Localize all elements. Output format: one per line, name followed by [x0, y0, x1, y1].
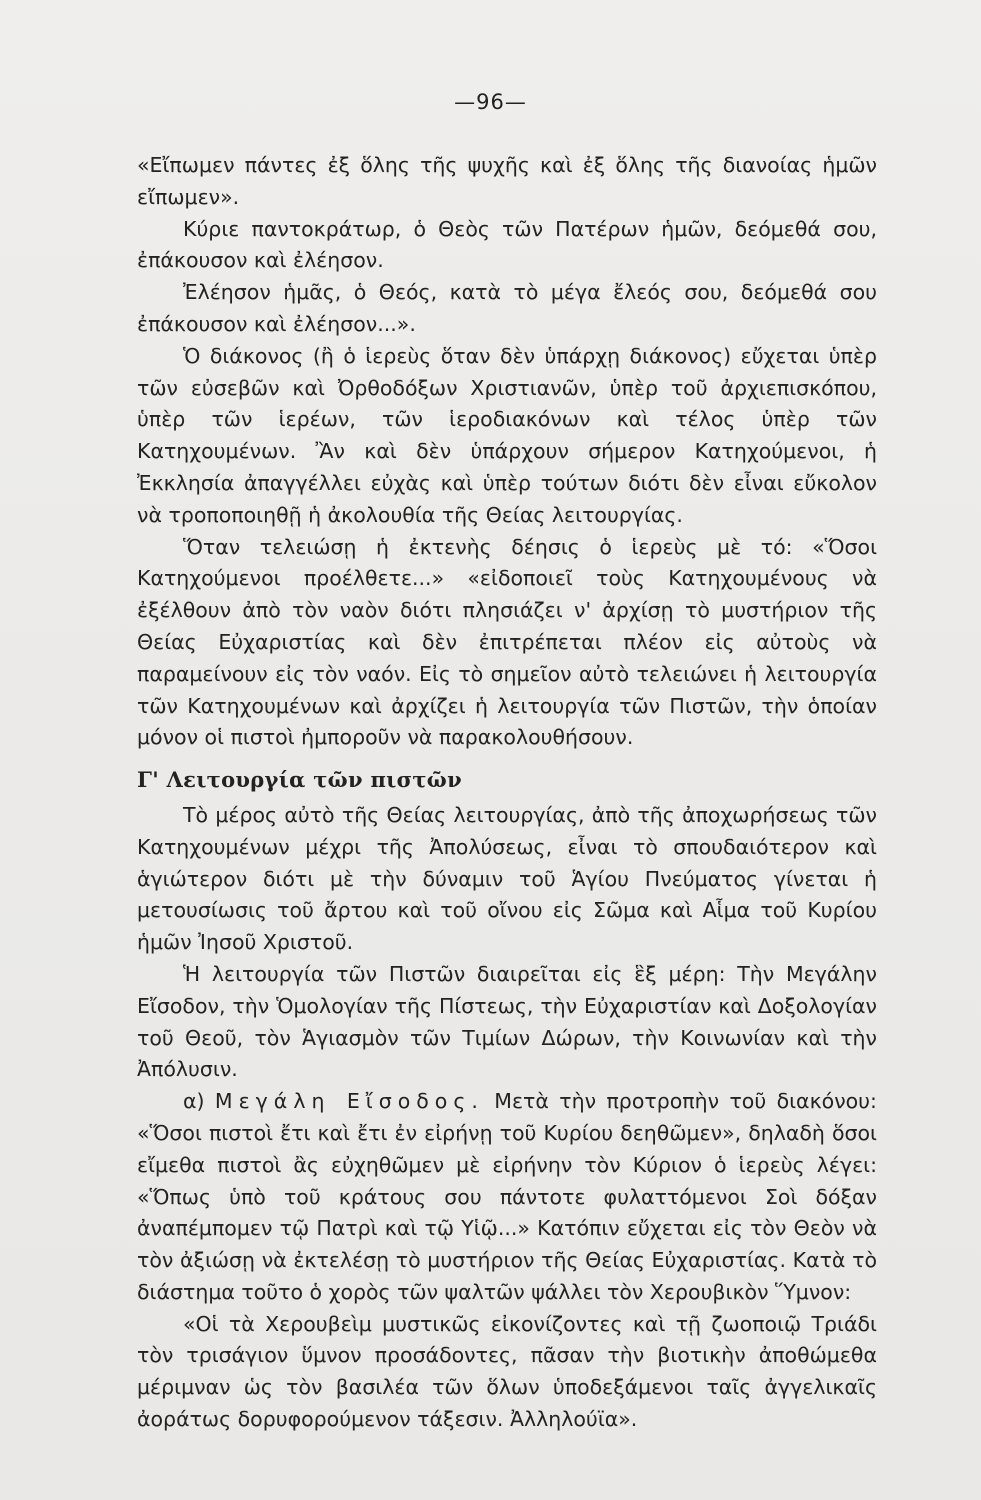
paragraph-eleison: Ἐλέησον ἡμᾶς, ὁ Θεός, κατὰ τὸ μέγα ἔλεός σου, δεόμεθά σου ἐπάκουσον καὶ ἐλέησον...». [137, 280, 877, 336]
section-heading: Γ' Λειτουργία τῶν πιστῶν [137, 767, 462, 793]
paragraph-great-entrance [137, 1086, 877, 1309]
paragraph-cherubic-hymn: «Οἱ τὰ Χερουβεὶμ μυστικῶς εἰκονίζοντες καὶ τῇ ζωοποιῷ Τριάδι τὸν τρισάγιον ὕμνον προσάδοντες, πᾶσαν τὴν βιοτικὴν ἀποθώμεθα μέριμναν ὡς τὸν βασιλέα τῶν ὅλων ὑποδεξάμενοι ταῖς ἀγγελικαῖς ἀοράτως δορυφορούμενον τάξεσιν. Ἀλληλούϊα». [137, 1311, 877, 1432]
paragraph-catechumens: Ὅταν τελειώσῃ ἡ ἐκτενὴς δέησις ὁ ἱερεὺς μὲ τό: «Ὅσοι Κατηχούμενοι προέλθετε...» «εἰδοποιεῖ τοὺς Κατηχουμένους νὰ ἐξέλθουν ἀπὸ τὸν ναὸν διότι πλησιάζει ν' ἀρχίσῃ τὸ μυστήριον τῆς Θείας Εὐχαριστίας καὶ δὲν ἐπιτρέπεται πλέον εἰς αὐτοὺς νὰ παραμείνουν εἰς τὸν ναόν. Εἰς τὸ σημεῖον αὐτὸ τελειώνει ἡ λειτουργία τῶν Κατηχουμένων καὶ ἀρχίζει ἡ λειτουργία τῶν Πιστῶν, τὴν ὁποίαν μόνον οἱ πιστοὶ ἠμποροῦν νὰ παρακολουθήσουν. [137, 534, 877, 750]
paragraph-six-parts: Ἡ λειτουργία τῶν Πιστῶν διαιρεῖται εἰς ἓξ μέρη: Τὴν Μεγάλην Εἴσοδον, τὴν Ὁμολογίαν τῆς Πίστεως, τὴν Εὐχαριστίαν καὶ Δοξολογίαν τοῦ Θεοῦ, τὸν Ἁγιασμὸν τῶν Τιμίων Δώρων, τὴν Κοινωνίαν καὶ τὴν Ἀπόλυσιν. [137, 961, 877, 1082]
paragraph-liturgy-part: Τὸ μέρος αὐτὸ τῆς Θείας λειτουργίας, ἀπὸ τῆς ἀποχωρήσεως τῶν Κατηχουμένων μέχρι τῆς Ἀπολύσεως, εἶναι τὸ σπουδαιότερον καὶ ἁγιώτερον διότι μὲ τὴν δύναμιν τοῦ Ἁγίου Πνεύματος γίνεται ἡ μετουσίωσις τοῦ ἄρτου καὶ τοῦ οἴνου εἰς Σῶμα καὶ Αἷμα τοῦ Κυρίου ἡμῶν Ἰησοῦ Χριστοῦ. [137, 802, 877, 955]
paragraph-kyrie: Κύριε παντοκράτωρ, ὁ Θεὸς τῶν Πατέρων ἡμῶν, δεόμεθά σου, ἐπάκουσον καὶ ἐλέησον. [137, 216, 877, 273]
item-text: Μετὰ τὴν προτροπὴν τοῦ διακόνου: «Ὅσοι πιστοὶ ἔτι καὶ ἔτι ἐν εἰρήνῃ τοῦ Κυρίου δεηθῶμεν», δηλαδὴ ὅσοι εἴμεθα πιστοὶ ἂς εὐχηθῶμεν μὲ εἰρήνην τὸν Κύριον ὁ ἱερεὺς λέγει: «Ὅπως ὑπὸ τοῦ κράτους σου πάντοτε φυλαττόμενοι Σοὶ δόξαν ἀναπέμπομεν τῷ Πατρὶ καὶ τῷ Υἱῷ...» Κατόπιν εὔχεται εἰς τὸν Θεὸν νὰ τὸν ἀξιώσῃ νὰ ἐκτελέσῃ τὸ μυστήριον τῆς Θείας Εὐχαριστίας. Κατὰ τὸ διάστημα τοῦτο ὁ χορὸς τῶν ψαλτῶν ψάλλει τὸν Χερουβικὸν Ὕμνον: [137, 1089, 877, 1304]
item-label: α) [183, 1089, 205, 1114]
paragraph-deacon: Ὁ διάκονος (ἢ ὁ ἱερεὺς ὅταν δὲν ὑπάρχῃ διάκονος) εὔχεται ὑπὲρ τῶν εὐσεβῶν καὶ Ὀρθοδόξων Χριστιανῶν, ὑπὲρ τοῦ ἀρχιεπισκόπου, ὑπὲρ τῶν ἱερέων, τῶν ἱεροδιακόνων καὶ τέλος ὑπὲρ τῶν Κατηχουμένων. Ἂν καὶ δὲν ὑπάρχουν σήμερον Κατηχούμενοι, ἡ Ἐκκλησία ἀπαγγέλλει εὐχὰς καὶ ὑπὲρ τούτων διότι δὲν εἶναι εὔκολον νὰ τροποποιηθῇ ἡ ἀκολουθία τῆς Θείας λειτουργίας. [137, 343, 877, 527]
item-title: Μεγάλη Εἴσοδος. [214, 1089, 484, 1114]
page-number: —96— [454, 90, 527, 114]
body-text [137, 150, 877, 1436]
paragraph-prayer-opening: «Εἴπωμεν πάντες ἐξ ὅλης τῆς ψυχῆς καὶ ἐξ ὅλης τῆς διανοίας ἡμῶν εἴπωμεν». [137, 153, 877, 209]
